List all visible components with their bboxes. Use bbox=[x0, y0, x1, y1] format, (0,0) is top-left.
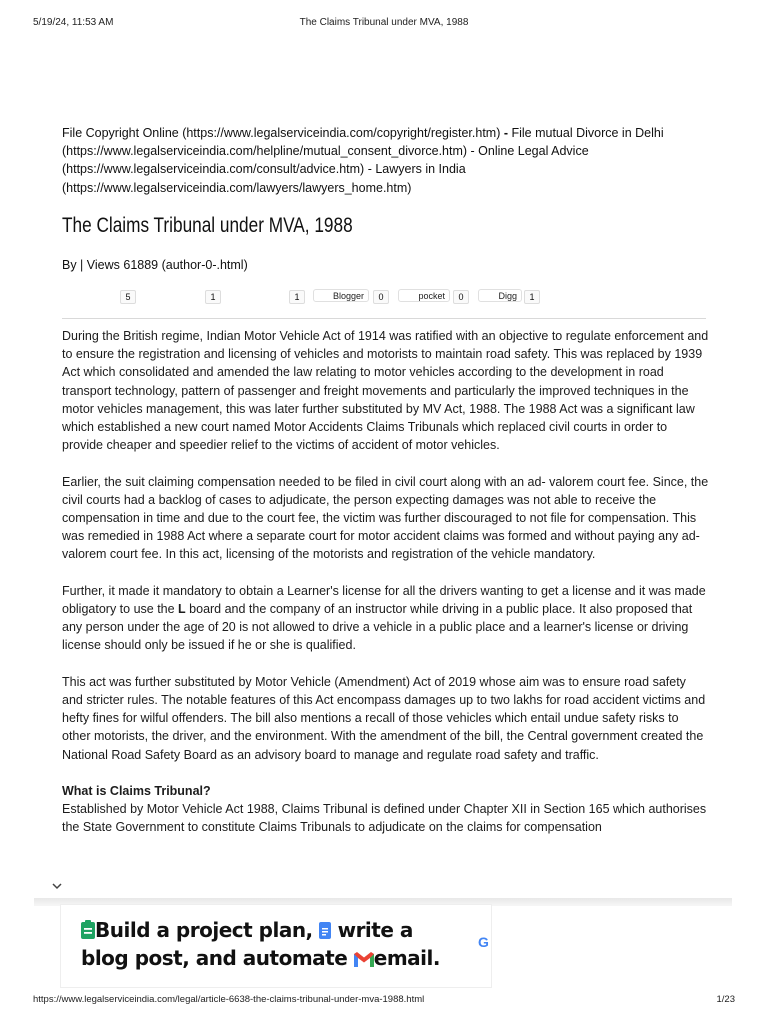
lawyers-link[interactable]: Lawyers in India (https://www.legalserviceindia.com/lawyers/lawyers_home.htm) bbox=[62, 162, 466, 195]
divider bbox=[62, 318, 706, 319]
link-separator: - bbox=[364, 162, 376, 177]
copyright-link[interactable]: File Copyright Online (https://www.legalserviceindia.com/copyright/register.htm) bbox=[62, 126, 501, 140]
google-logo-letter: G bbox=[478, 934, 489, 950]
ad-text-part: Build a project plan, bbox=[95, 918, 320, 942]
gmail-icon bbox=[354, 947, 374, 973]
ad-text-part: blog post, and automate bbox=[81, 946, 354, 970]
article-body bbox=[62, 327, 710, 855]
share-count: 1 bbox=[205, 290, 221, 304]
share-count: 1 bbox=[289, 290, 305, 304]
digg-share-count: 1 bbox=[524, 290, 540, 304]
divorce-link[interactable]: File mutual Divorce in Delhi (https://www.legalserviceindia.com/helpline/mutual_consent_divorce.htm) bbox=[62, 126, 664, 159]
article-byline[interactable]: By | Views 61889 (author-0-.html) bbox=[62, 258, 248, 272]
ad-headline bbox=[81, 917, 440, 973]
blogger-share-count: 0 bbox=[373, 290, 389, 304]
chevron-down-icon[interactable] bbox=[52, 881, 62, 893]
blogger-share-button[interactable]: Blogger bbox=[313, 289, 369, 302]
article-title: The Claims Tribunal under MVA, 1988 bbox=[62, 214, 353, 237]
top-links bbox=[62, 124, 712, 197]
pocket-share-count: 0 bbox=[453, 290, 469, 304]
section-heading: What is Claims Tribunal? bbox=[62, 784, 211, 799]
docs-icon bbox=[319, 919, 331, 945]
page-number: 1/23 bbox=[716, 994, 735, 1005]
share-bar bbox=[62, 289, 706, 305]
paragraph-text: board and the company of an instructor while driving in a public place. It also proposed that any person under the age of 20 is not allowed to drive a vehicle in a public place and a learner's license or driving license should only be issued if he or she is qualified. bbox=[62, 602, 693, 653]
ad-text-part: email. bbox=[373, 946, 440, 970]
paragraph: During the British regime, Indian Motor Vehicle Act of 1914 was ratified with an objective to regulate enforcement and to ensure the registration and licensing of vehicles and motorists to maintain road safety. This was replaced by 1939 Act which consolidated and amended the law relating to motor vehicles according to the development in road transport technology, pattern of passenger and freight movements and particularly the improved techniques in the motor vehicles management, this was later further substituted by MV Act, 1988. The 1988 Act was a significant law which established a new court named Motor Accidents Claims Tribunals which replaced civil courts in order to provide cheaper and speedier relief to the victims of accident of motor vehicles. bbox=[62, 329, 709, 453]
paragraph-text: Further, it made it mandatory to obtain a Learner's license for all the drivers wanting to get a license and it was made obligatory to use the bbox=[62, 583, 706, 617]
print-doc-title: The Claims Tribunal under MVA, 1988 bbox=[299, 17, 469, 28]
print-url: https://www.legalserviceindia.com/legal/article-6638-the-claims-tribunal-under-mva-1988.html bbox=[33, 994, 425, 1005]
ad-text-part: write a bbox=[337, 918, 413, 942]
l-board-letter: L bbox=[178, 602, 186, 617]
legal-advice-link[interactable]: Online Legal Advice (https://www.legalserviceindia.com/consult/advice.htm) bbox=[62, 144, 589, 177]
link-separator: - bbox=[467, 144, 479, 159]
print-header bbox=[0, 17, 768, 31]
ad-banner[interactable] bbox=[60, 904, 492, 988]
print-datetime: 5/19/24, 11:53 AM bbox=[33, 17, 114, 28]
paragraph: Established by Motor Vehicle Act 1988, Claims Tribunal is defined under Chapter XII in Section 165 which authorises the State Government to constitute Claims Tribunals to adjudicate on the claims for compensation bbox=[62, 802, 707, 835]
digg-share-button[interactable]: Digg bbox=[478, 289, 522, 302]
pocket-share-button[interactable]: pocket bbox=[398, 289, 450, 302]
clipboard-icon bbox=[81, 919, 95, 945]
paragraph: This act was further substituted by Motor Vehicle (Amendment) Act of 2019 whose aim was to ensure road safety and stricter rules. The notable features of this Act encompass damages up to two lakhs for road accident victims and hefty fines for wilful offenders. The bill also mentions a recall of those vehicles which entail undue safety risks to other motorists, the driver, and the environment. With the amendment of the bill, the Central government created the National Road Safety Board as an advisory board to manage and regulate road safety and traffic. bbox=[62, 674, 706, 762]
link-separator: - bbox=[500, 126, 512, 140]
paragraph bbox=[62, 582, 710, 655]
paragraph: Earlier, the suit claiming compensation needed to be filed in civil court along with an ad- valorem court fee. Since, the civil courts had a backlog of cases to adjudicate, the person expecting damages was not able to receive the compensation in time and due to the court fee, the victim was further discouraged to not file for compensation. This was remedied in 1988 Act where a separate court for motor accident claims was formed and without paying any ad- valorem court fee. In this act, licensing of the motorists and registration of the vehicle mandatory. bbox=[62, 474, 709, 562]
share-count: 5 bbox=[120, 290, 136, 304]
